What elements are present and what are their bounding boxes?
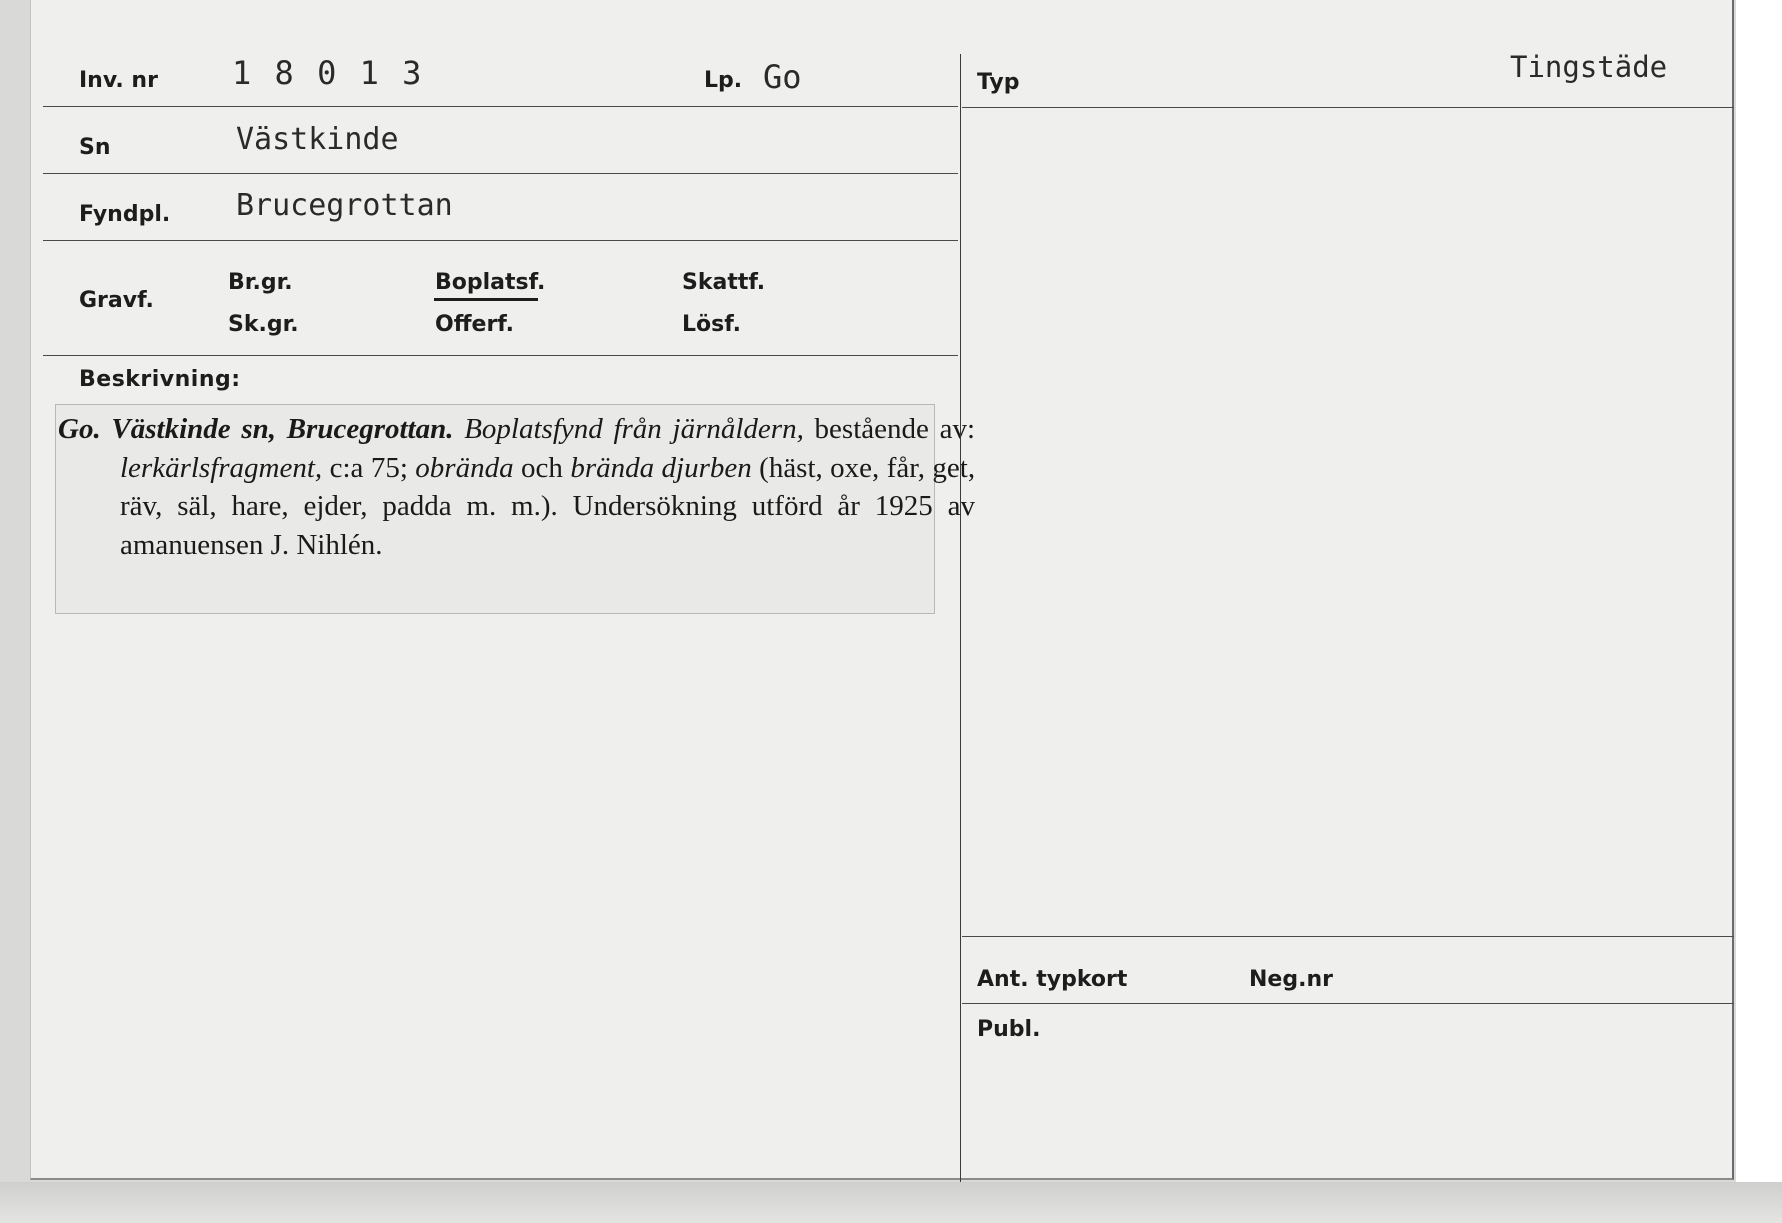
boplatsf-label: Boplatsf. — [435, 270, 546, 295]
description-text-2: (häst, oxe, får, get, räv, säl, hare, ejder, padda m. m.). Undersökning utförd år 1925 av amanuensen J. Nihlén. — [120, 451, 976, 561]
beskrivning-label: Beskrivning: — [79, 367, 241, 392]
inv-nr-label: Inv. nr — [79, 68, 158, 93]
description-count: c:a 75; — [329, 451, 408, 484]
fyndpl-value: Brucegrottan — [236, 188, 453, 223]
divider-typkort-bottom — [962, 1003, 1734, 1004]
br-gr-label: Br.gr. — [228, 270, 293, 295]
losf-label: Lösf. — [682, 312, 741, 337]
background-strip — [0, 1182, 1782, 1223]
sk-gr-label: Sk.gr. — [228, 312, 299, 337]
divider-typkort-top — [962, 936, 1734, 937]
fyndpl-label: Fyndpl. — [79, 202, 171, 227]
column-divider — [960, 54, 961, 1182]
offerf-label: Offerf. — [435, 312, 515, 337]
description-item-3: brända djurben — [570, 451, 752, 484]
background-edge — [1736, 0, 1782, 1182]
neg-nr-label: Neg.nr — [1249, 967, 1333, 992]
description-find-type: Boplatsfynd från järnåldern, — [464, 413, 804, 445]
typ-value: Tingstäde — [1510, 50, 1668, 84]
divider-row1-left — [43, 106, 958, 107]
divider-row4 — [43, 355, 958, 356]
description-item-2: obrända — [415, 451, 514, 484]
description-header: Go. Västkinde sn, Brucegrottan. — [58, 413, 454, 445]
description-text-1: bestående av: — [814, 413, 976, 445]
description-text — [58, 410, 975, 564]
divider-row2 — [43, 173, 958, 174]
lp-label: Lp. — [704, 68, 743, 93]
sn-label: Sn — [79, 135, 111, 160]
typ-label: Typ — [977, 70, 1020, 95]
divider-row3 — [43, 240, 958, 241]
skattf-label: Skattf. — [682, 270, 766, 295]
sn-value: Västkinde — [236, 122, 399, 157]
publ-label: Publ. — [977, 1017, 1041, 1042]
boplatsf-underline — [434, 298, 538, 301]
ant-typkort-label: Ant. typkort — [977, 967, 1128, 992]
gravf-label: Gravf. — [79, 288, 154, 313]
description-conj: och — [521, 451, 563, 484]
lp-value: Go — [763, 58, 802, 96]
inv-nr-value: 1 8 0 1 3 — [232, 54, 424, 92]
divider-row1-right — [962, 107, 1734, 108]
description-item-1: lerkärlsfragment, — [120, 451, 323, 484]
